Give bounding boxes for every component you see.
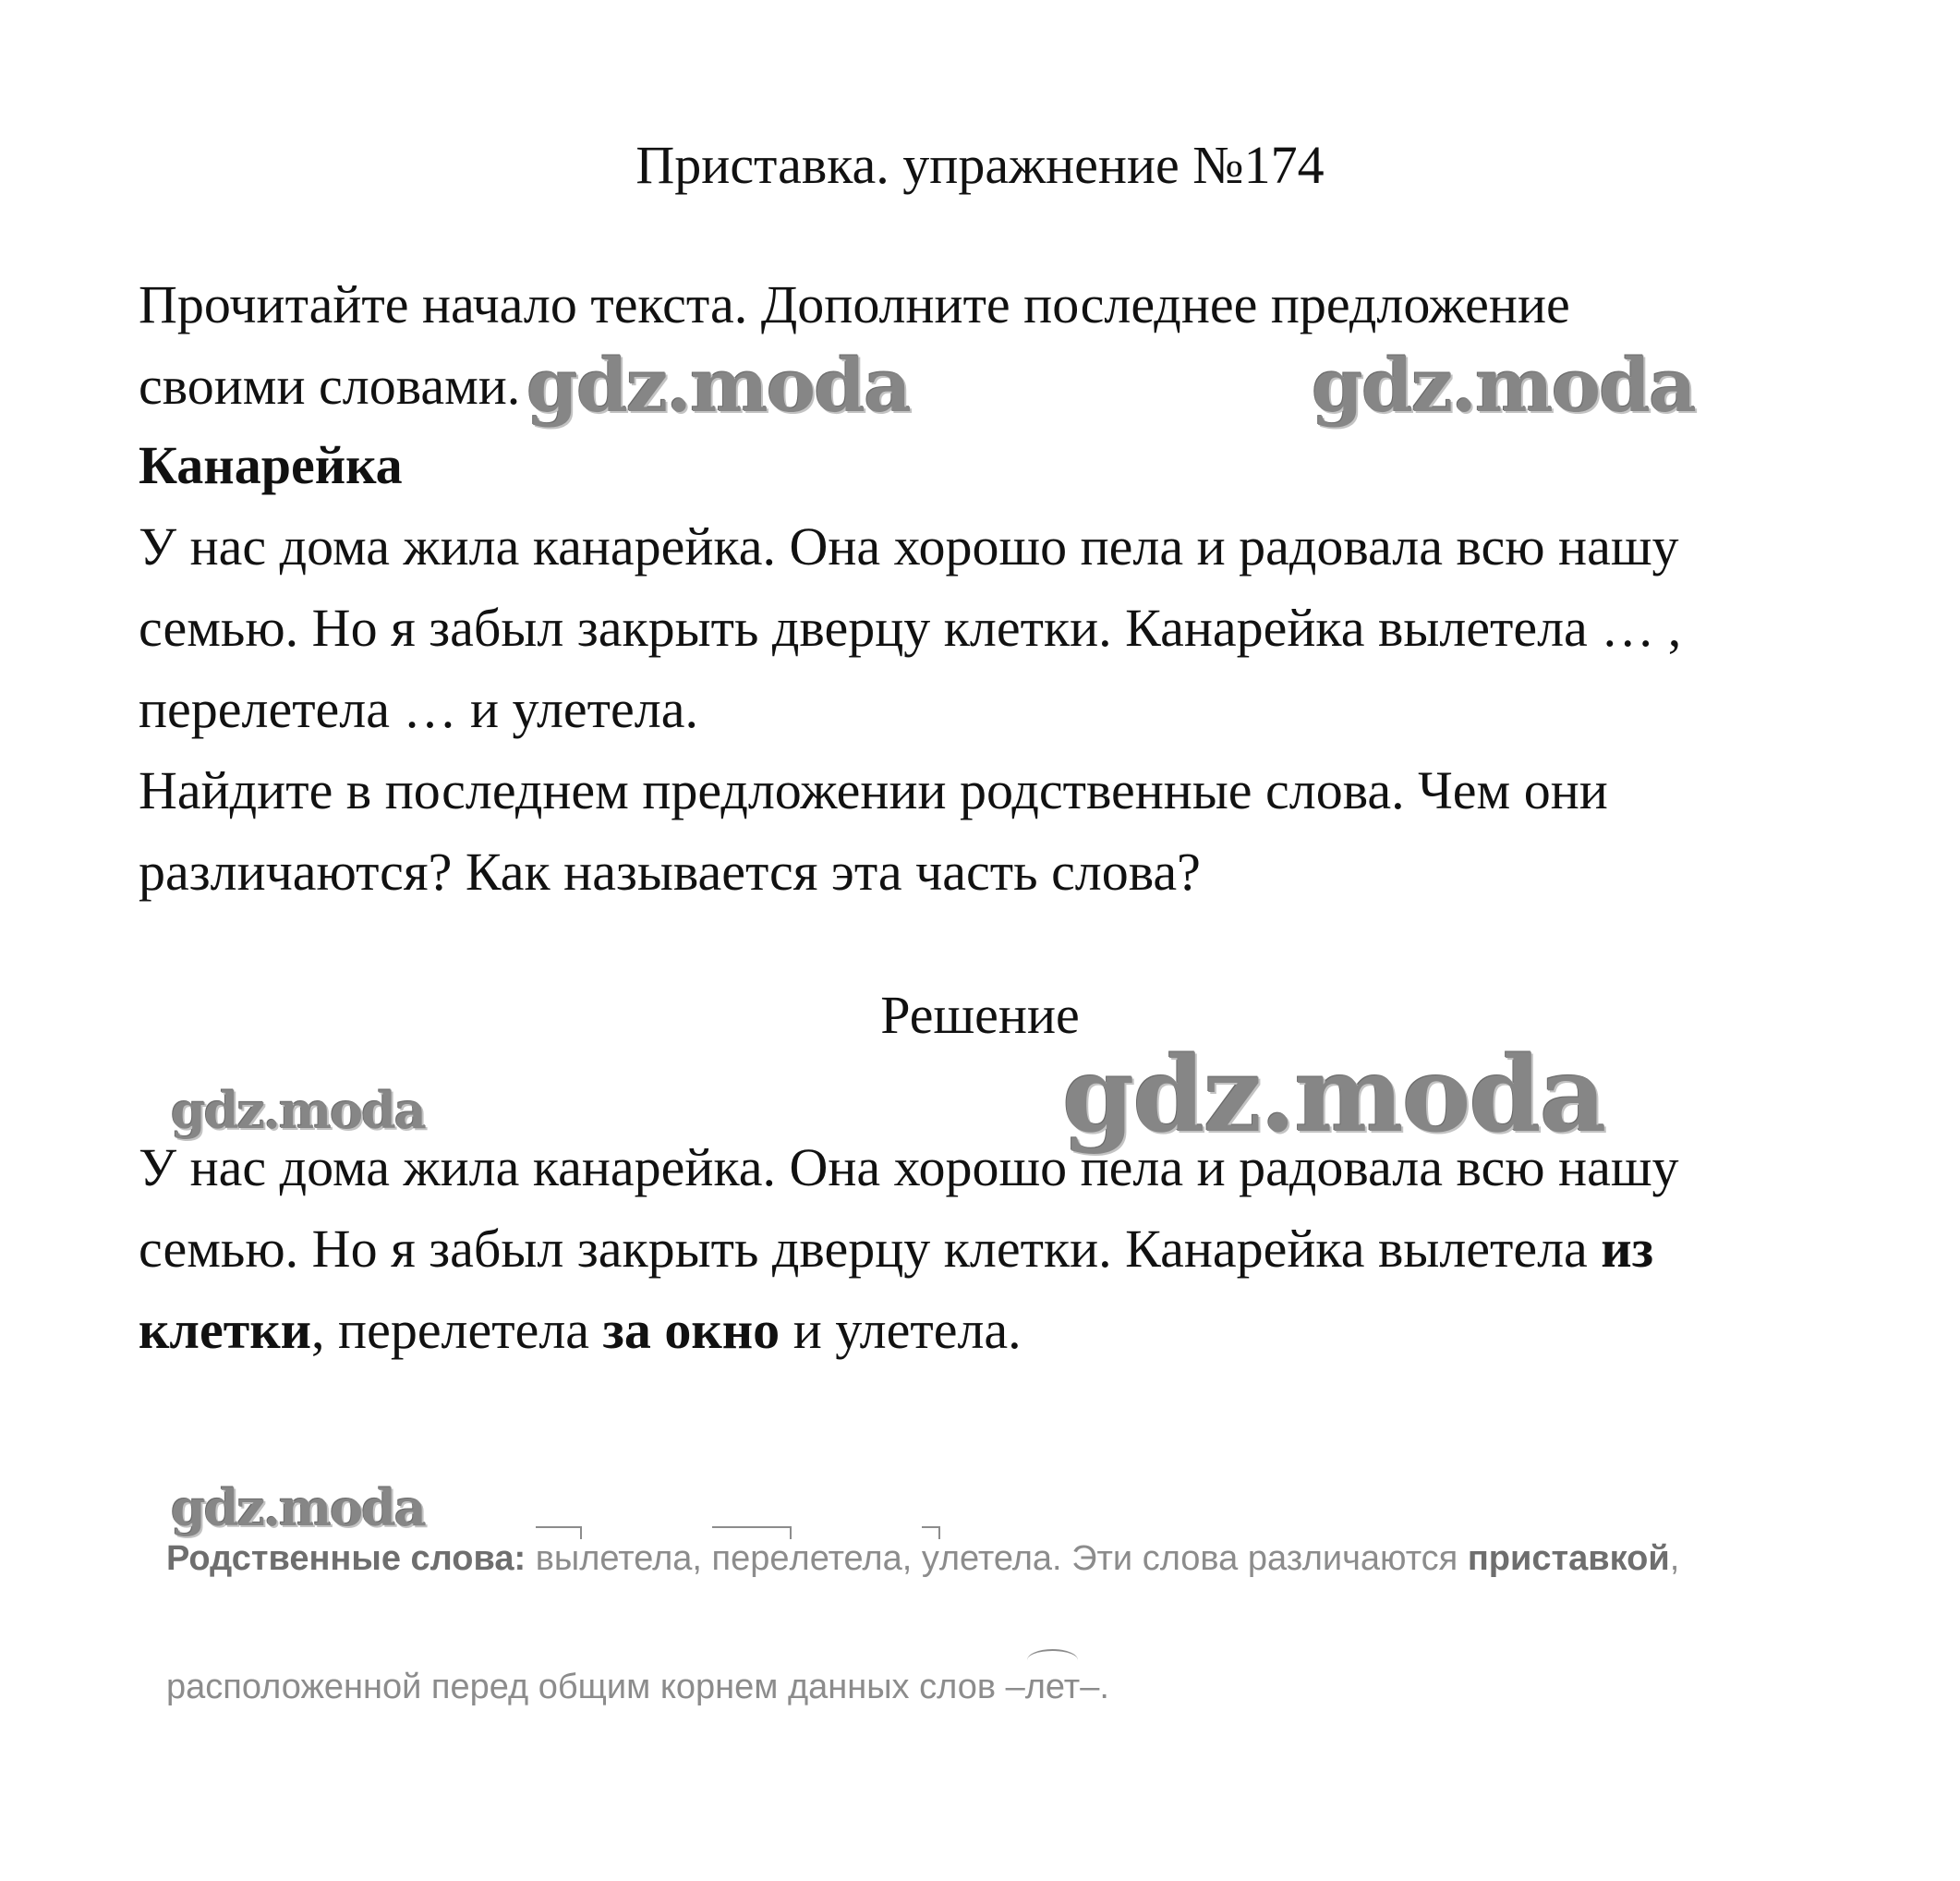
- task-line-2: своими словами.: [139, 356, 521, 416]
- watermark: gdz.moda: [1062, 1035, 1605, 1156]
- note-line-2-text: расположенной перед общим корнем данных слов –: [166, 1668, 1025, 1706]
- word-1: [536, 1539, 580, 1579]
- watermark: gdz.moda: [171, 1478, 425, 1537]
- solution-line-1: У нас дома жила канарейка. Она хорошо пела и радовала всю нашу: [139, 1137, 1679, 1197]
- solution-line-2-text: семью. Но я забыл закрыть дверцу клетки. Канарейка вылетела: [139, 1219, 1602, 1279]
- word-3: [922, 1539, 939, 1579]
- page-title: Приставка. упражнение №174: [635, 135, 1325, 195]
- word-2-prefix: пере: [711, 1539, 790, 1578]
- word-3-rest: летела.: [938, 1539, 1062, 1578]
- solution-label: Решение: [880, 985, 1080, 1045]
- solution-line-3: [139, 1290, 1875, 1371]
- note-line-2: [166, 1668, 1109, 1707]
- question-line-2: различаются? Как называется эта часть слова?: [139, 842, 1201, 902]
- story-line-3: перелетела … и улетела.: [139, 679, 698, 739]
- task-line-1: Прочитайте начало текста. Дополните последнее предложение: [139, 274, 1570, 334]
- word-2-rest: летела,: [789, 1539, 913, 1578]
- note-text: Эти слова различаются: [1071, 1539, 1458, 1578]
- watermark: gdz.moda: [171, 1081, 425, 1140]
- solution-line-3-mid: , перелетела: [311, 1300, 603, 1360]
- word-1-rest: летела,: [579, 1539, 702, 1578]
- prefix-mark: [922, 1526, 940, 1539]
- watermark: gdz.moda: [1312, 342, 1695, 429]
- prefix-mark: [712, 1526, 792, 1539]
- note-line-2-end: –.: [1080, 1668, 1109, 1706]
- note-line-1: [166, 1539, 1679, 1579]
- note-bold: приставкой: [1467, 1539, 1670, 1578]
- note-label: Родственные слова:: [166, 1539, 526, 1578]
- root-arc: [1027, 1649, 1078, 1671]
- story-heading: Канарейка: [139, 435, 403, 495]
- answer-word-1: из: [1601, 1219, 1654, 1279]
- story-line-2: семью. Но я забыл закрыть дверцу клетки. Канарейка вылетела … ,: [139, 598, 1682, 658]
- prefix-mark: [536, 1526, 582, 1539]
- story-line-1: У нас дома жила канарейка. Она хорошо пела и радовала всю нашу: [139, 516, 1679, 576]
- watermark: gdz.moda: [526, 342, 910, 429]
- solution-line-3-end: и улетела.: [780, 1300, 1022, 1360]
- story-text: [139, 506, 1875, 750]
- answer-word-2: клетки: [139, 1300, 312, 1360]
- word-1-prefix: вы: [535, 1539, 580, 1578]
- word-3-prefix: у: [921, 1539, 939, 1578]
- root-text: лет: [1024, 1668, 1081, 1706]
- root: [1025, 1668, 1080, 1707]
- solution-line-2: [139, 1208, 1875, 1290]
- solution-text: [139, 1127, 1875, 1371]
- answer-phrase: за окно: [602, 1300, 780, 1360]
- question-text: [139, 750, 1875, 913]
- note-comma: ,: [1669, 1539, 1680, 1578]
- word-2: [712, 1539, 790, 1579]
- question-line-1: Найдите в последнем предложении родственные слова. Чем они: [139, 760, 1608, 820]
